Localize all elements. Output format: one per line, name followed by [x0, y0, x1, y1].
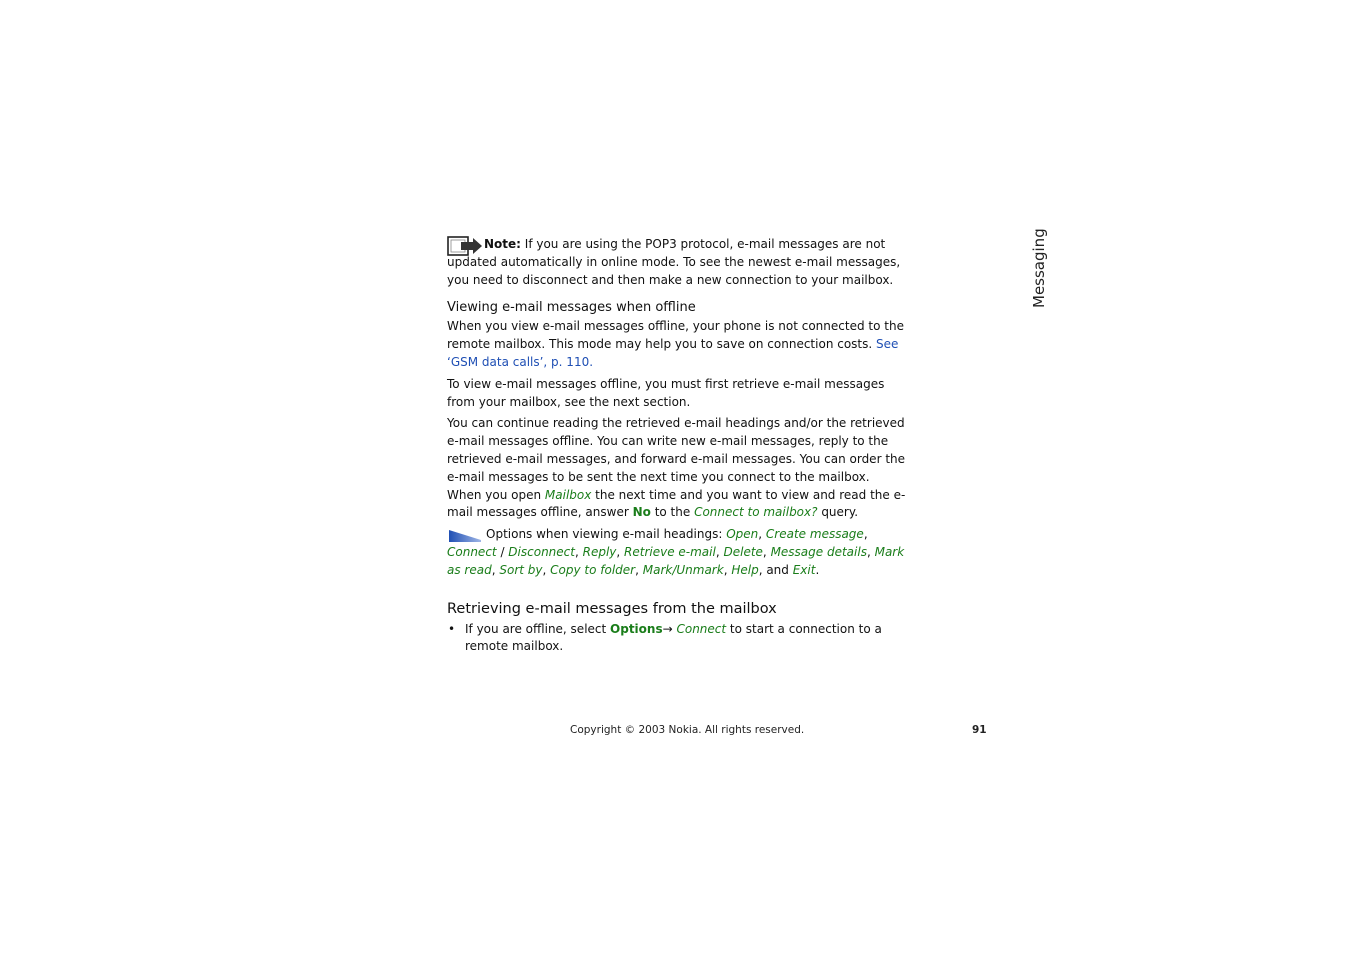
option-open: Open: [726, 527, 759, 542]
option-copy-to-folder: Copy to folder: [550, 562, 636, 577]
bullet-icon: •: [448, 621, 456, 636]
section-heading-retrieving: Retrieving e-mail messages from the mailbox: [447, 600, 777, 617]
paragraph-retrieve-first: To view e-mail messages offline, you must first retrieve e-mail messages from your mailbox, see the next section.: [447, 376, 885, 409]
separator: , and: [758, 562, 793, 577]
chapter-side-title: Messaging: [1030, 228, 1048, 308]
separator: ,: [635, 562, 643, 577]
gsm-data-calls-link[interactable]: See ‘GSM data calls’, p. 110.: [447, 337, 899, 369]
option-create-message: Create message: [765, 527, 864, 542]
option-exit: Exit: [792, 562, 816, 577]
note-label: Note:: [484, 237, 521, 251]
step-text: to start a connection to a remote mailbox.: [465, 621, 882, 654]
separator: ,: [866, 544, 875, 559]
paragraph-text: You can continue reading the retrieved e-mail headings and/or the retrieved e-mail messages offline. You can write new e-mail messages, reply to the retrieved e-mail messages, and forward e-mail messages. You can order the e-mail messages to be sent the next time you connect to the mailbox. When you open: [447, 416, 906, 502]
separator: ,: [762, 544, 771, 559]
connect-term: Connect: [676, 621, 727, 636]
options-block: [447, 526, 907, 579]
paragraph-continue-reading: [447, 415, 907, 522]
options-intro: Options when viewing e-mail headings:: [486, 527, 727, 542]
options-key: Options: [610, 621, 663, 636]
separator: ,: [542, 562, 551, 577]
note-block: [447, 236, 907, 289]
copyright-footer: Copyright © 2003 Nokia. All rights reserved.: [570, 724, 805, 736]
separator: ,: [715, 544, 724, 559]
connect-query-term: Connect to mailbox?: [694, 505, 818, 520]
page-number: 91: [972, 724, 987, 736]
options-list: [447, 526, 907, 579]
arrow: →: [662, 621, 677, 636]
separator: ,: [616, 544, 625, 559]
note-text: If you are using the POP3 protocol, e-mail messages are not updated automatically in online mode. To see the newest e-mail messages, you need to disconnect and then make a new connection to your mailbox.: [447, 237, 901, 287]
separator: ,: [574, 544, 583, 559]
separator: ,: [723, 562, 732, 577]
paragraph-text: query.: [817, 505, 859, 520]
option-mark-as-read: Mark as read: [447, 544, 905, 577]
separator: /: [496, 544, 509, 559]
option-mark-unmark: Mark/Unmark: [642, 562, 724, 577]
mailbox-term: Mailbox: [544, 487, 592, 502]
page-content: [447, 236, 907, 656]
option-sort-by: Sort by: [499, 562, 543, 577]
paragraph-text: to the: [650, 505, 695, 520]
note-icon: [447, 236, 483, 258]
paragraph-text: the next time and you want to view and read the e-mail messages offline, answer: [447, 487, 906, 520]
paragraph-text: When you view e-mail messages offline, your phone is not connected to the remote mailbox. This mode may help you to save on connection costs.: [447, 319, 904, 352]
no-key: No: [632, 505, 651, 520]
option-retrieve-email: Retrieve e-mail: [624, 544, 716, 559]
section-heading-offline: Viewing e-mail messages when offline: [447, 300, 696, 316]
steps-list: [447, 621, 907, 657]
paragraph-offline-intro: [447, 318, 907, 371]
options-wedge-icon: [449, 530, 481, 542]
option-disconnect: Disconnect: [508, 544, 575, 559]
option-message-details: Message details: [770, 544, 867, 559]
option-connect: Connect: [447, 544, 497, 559]
note-paragraph: [447, 236, 907, 289]
separator: ,: [491, 562, 500, 577]
option-help: Help: [731, 562, 759, 577]
separator: .: [815, 562, 820, 577]
option-reply: Reply: [582, 544, 617, 559]
option-delete: Delete: [723, 544, 763, 559]
step-text: If you are offline, select: [465, 621, 611, 636]
separator: ,: [758, 527, 766, 542]
separator: ,: [863, 527, 868, 542]
list-item: [447, 621, 907, 657]
